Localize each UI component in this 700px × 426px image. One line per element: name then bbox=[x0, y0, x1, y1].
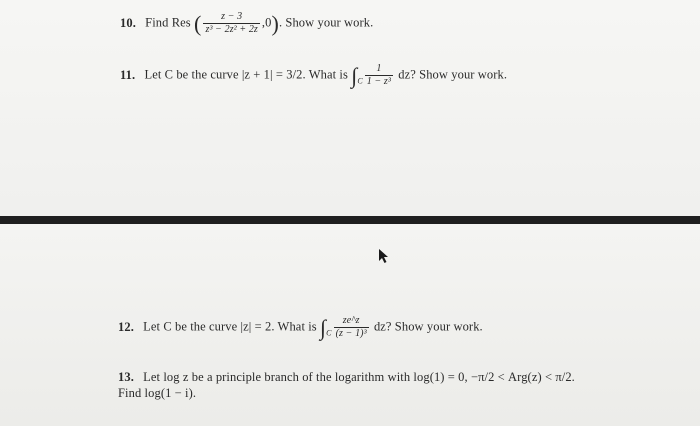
problem-instruction: . Show your work. bbox=[278, 15, 374, 30]
fraction bbox=[365, 63, 393, 89]
problem-instruction: dz? Show your work. bbox=[398, 67, 508, 82]
left-paren: ( bbox=[194, 11, 202, 36]
section-divider bbox=[0, 216, 700, 224]
residue-point: ,0 bbox=[261, 15, 272, 30]
problem-13 bbox=[118, 370, 575, 401]
problem-10 bbox=[120, 10, 373, 38]
problem-text: Find Res bbox=[145, 15, 191, 30]
integral-sign-icon: ∫ bbox=[351, 63, 358, 88]
fraction-denominator: 1 − z³ bbox=[366, 76, 392, 88]
right-paren: ) bbox=[271, 11, 279, 36]
problem-text: Let log z be a principle branch of the logarithm with log(1) = 0, −π/2 < Arg(z) < π/2. bbox=[143, 370, 575, 384]
problem-number: 13. bbox=[118, 370, 134, 384]
problem-number: 10. bbox=[120, 15, 136, 30]
fraction-numerator: 1 bbox=[365, 63, 393, 77]
contour-label: C bbox=[357, 76, 363, 86]
problem-11 bbox=[120, 62, 507, 90]
fraction-denominator: z³ − 2z² + 2z bbox=[205, 24, 258, 36]
fraction bbox=[203, 11, 259, 37]
fraction bbox=[334, 315, 369, 341]
contour-label: C bbox=[326, 328, 332, 338]
problem-text: Let C be the curve |z| = 2. What is bbox=[143, 319, 317, 334]
problem-number: 12. bbox=[118, 319, 134, 334]
problem-13-line-2: Find log(1 − i). bbox=[118, 385, 197, 400]
problem-12 bbox=[118, 314, 483, 342]
problem-text: Let C be the curve |z + 1| = 3/2. What is bbox=[144, 67, 348, 82]
mouse-pointer-icon bbox=[376, 248, 390, 264]
problem-13-line-1 bbox=[118, 370, 575, 386]
fraction-denominator: (z − 1)³ bbox=[335, 328, 367, 340]
problem-instruction: dz? Show your work. bbox=[373, 319, 483, 334]
problem-number: 11. bbox=[120, 67, 136, 82]
fraction-numerator: ze^z bbox=[334, 315, 369, 329]
integral-sign-icon: ∫ bbox=[320, 315, 327, 340]
fraction-numerator: z − 3 bbox=[203, 11, 259, 25]
